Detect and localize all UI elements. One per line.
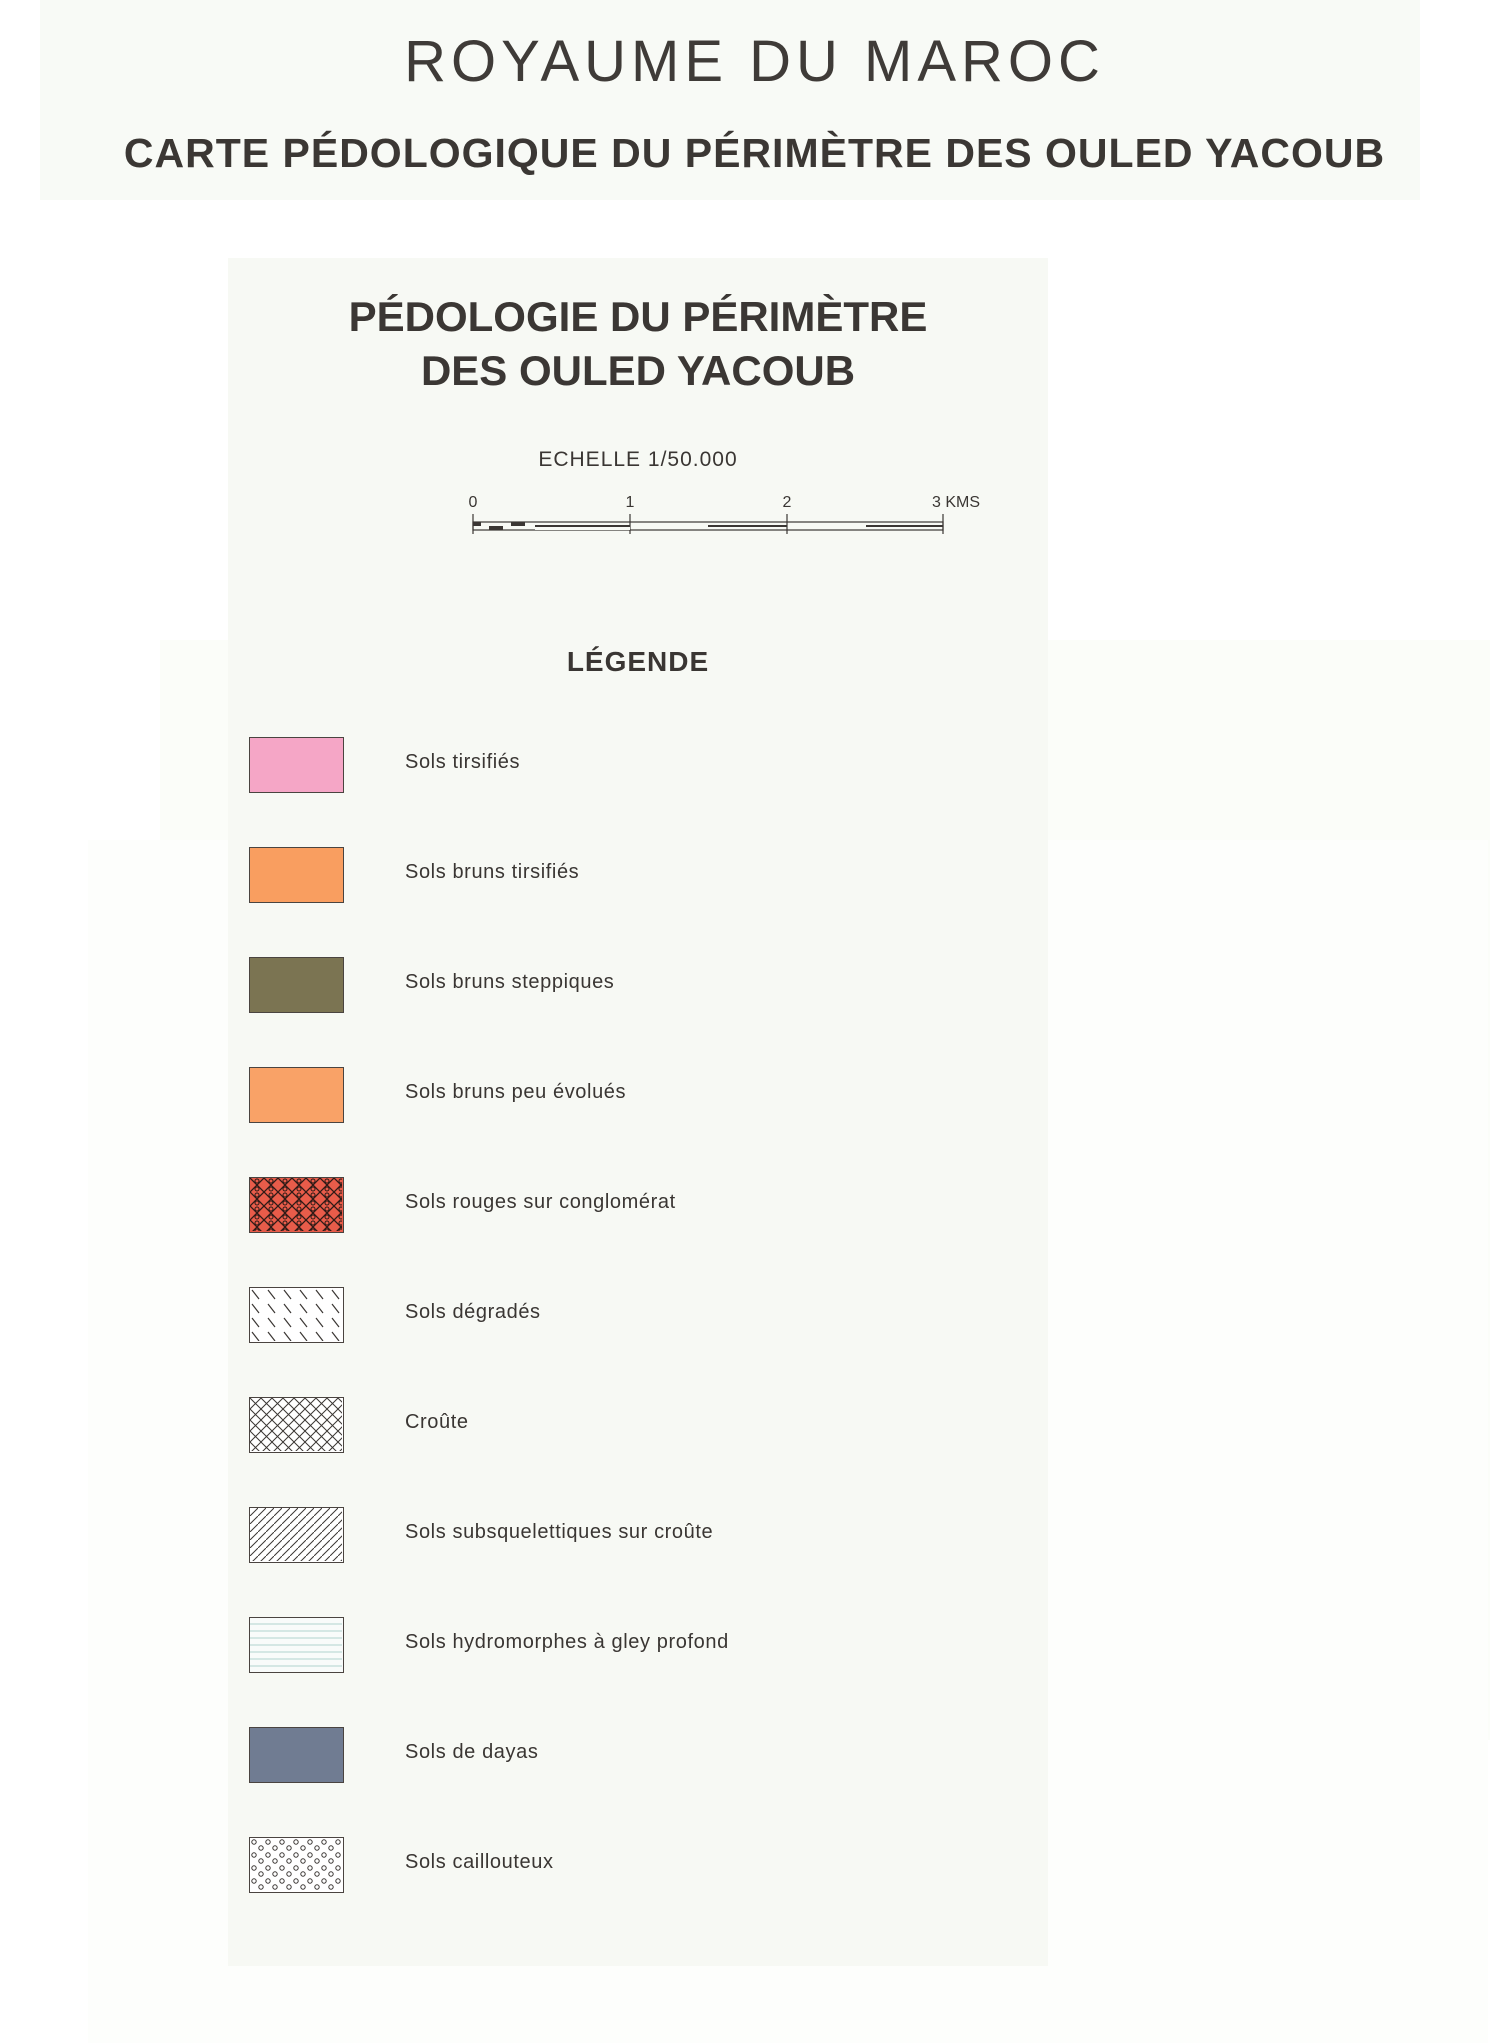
legend-swatch bbox=[249, 1617, 344, 1673]
panel-title-line1: PÉDOLOGIE DU PÉRIMÈTRE bbox=[348, 293, 928, 340]
legend-label: Sols subsquelettiques sur croûte bbox=[405, 1521, 714, 1543]
legend-swatch bbox=[249, 1507, 344, 1563]
legend-item bbox=[249, 957, 1009, 1067]
legend-list bbox=[249, 737, 1009, 1947]
scale-bar bbox=[460, 494, 1020, 544]
legend-label: Croûte bbox=[405, 1411, 469, 1433]
scale-tick-0: 0 bbox=[468, 494, 478, 511]
scale-segment bbox=[489, 526, 503, 530]
legend-label: Sols rouges sur conglomérat bbox=[405, 1191, 676, 1213]
legend-title: LÉGENDE bbox=[566, 646, 710, 677]
legend-swatch bbox=[249, 847, 344, 903]
panel-title-line2: DES OULED YACOUB bbox=[420, 347, 856, 394]
legend-label: Sols tirsifiés bbox=[405, 751, 521, 773]
scale-tick-3: 3 KMS bbox=[932, 494, 981, 511]
legend-label: Sols bruns steppiques bbox=[405, 971, 615, 993]
legend-label: Sols hydromorphes à gley profond bbox=[405, 1631, 729, 1653]
legend-item bbox=[249, 1177, 1009, 1287]
legend-swatch bbox=[249, 957, 344, 1013]
legend-swatch bbox=[249, 1727, 344, 1783]
scale-segment bbox=[473, 522, 481, 526]
legend-item bbox=[249, 1067, 1009, 1177]
legend-label: Sols bruns peu évolués bbox=[405, 1081, 627, 1103]
scale-segment bbox=[866, 525, 943, 527]
legend-item bbox=[249, 737, 1009, 847]
scale-segment bbox=[535, 525, 630, 527]
legend-item bbox=[249, 847, 1009, 957]
legend-item bbox=[249, 1617, 1009, 1727]
legend-label: Sols bruns tirsifiés bbox=[405, 861, 580, 883]
legend-item bbox=[249, 1837, 1009, 1947]
legend-item bbox=[249, 1507, 1009, 1617]
legend-swatch bbox=[249, 1177, 344, 1233]
legend-swatch bbox=[249, 1397, 344, 1453]
legend-label: Sols caillouteux bbox=[405, 1851, 554, 1873]
legend-item bbox=[249, 1287, 1009, 1397]
legend-item bbox=[249, 1397, 1009, 1507]
legend-swatch bbox=[249, 1287, 344, 1343]
panel-title bbox=[228, 290, 1048, 398]
legend-swatch bbox=[249, 737, 344, 793]
legend-swatch bbox=[249, 1837, 344, 1893]
legend-swatch bbox=[249, 1067, 344, 1123]
scale-tick-2: 2 bbox=[782, 494, 792, 511]
scale-label: ECHELLE 1/50.000 bbox=[538, 448, 738, 471]
scale-tick-1: 1 bbox=[625, 494, 635, 511]
legend-item bbox=[249, 1727, 1009, 1837]
legend-label: Sols dégradés bbox=[405, 1301, 541, 1323]
map-title: CARTE PÉDOLOGIQUE DU PÉRIMÈTRE DES OULED YACOUB bbox=[123, 130, 1386, 176]
scale-segment bbox=[708, 525, 787, 527]
scale-segment bbox=[511, 522, 525, 526]
country-title: ROYAUME DU MAROC bbox=[404, 29, 1105, 94]
legend-label: Sols de dayas bbox=[405, 1741, 539, 1763]
